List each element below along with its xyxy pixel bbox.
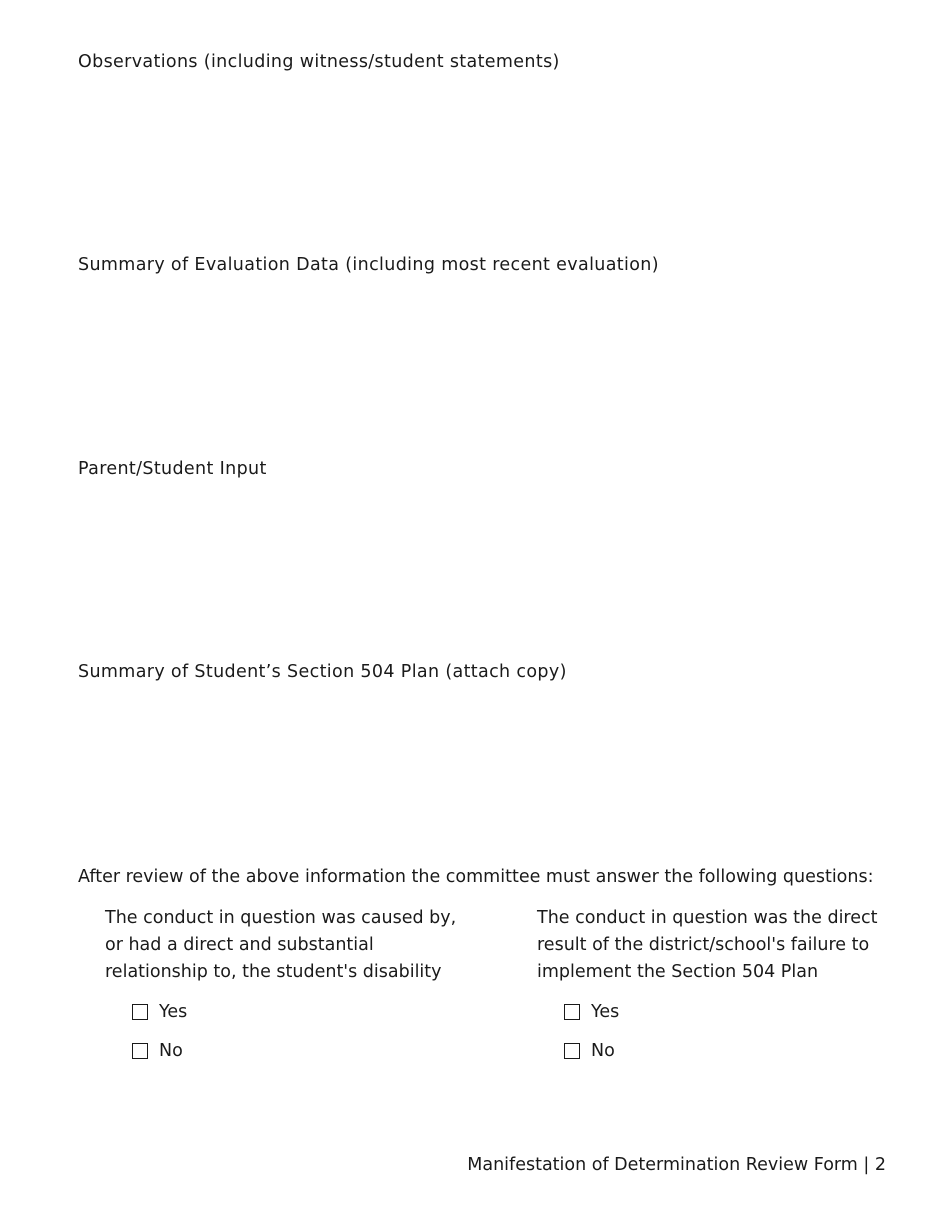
page-footer: Manifestation of Determination Review Form | 2	[467, 1155, 886, 1175]
option-no[interactable]	[132, 1040, 465, 1062]
option-yes[interactable]	[564, 1001, 897, 1023]
section-label-observations: Observations (including witness/student statements)	[78, 52, 560, 72]
option-label: Yes	[591, 1002, 620, 1022]
option-label: No	[159, 1041, 183, 1061]
checkbox-icon[interactable]	[132, 1043, 148, 1059]
option-yes[interactable]	[132, 1001, 465, 1023]
section-label-parent-input: Parent/Student Input	[78, 459, 267, 479]
section-label-504-plan-summary: Summary of Student’s Section 504 Plan (attach copy)	[78, 662, 567, 682]
question-text: The conduct in question was the direct result of the district/school's failure to implement the Section 504 Plan	[537, 908, 878, 982]
option-label: No	[591, 1041, 615, 1061]
checkbox-icon[interactable]	[564, 1043, 580, 1059]
question-text: The conduct in question was caused by, or had a direct and substantial relationship to, the student's disability	[105, 908, 457, 982]
checkbox-icon[interactable]	[132, 1004, 148, 1020]
section-label-evaluation-summary: Summary of Evaluation Data (including most recent evaluation)	[78, 255, 659, 275]
option-label: Yes	[159, 1002, 188, 1022]
option-no[interactable]	[564, 1040, 897, 1062]
checkbox-icon[interactable]	[564, 1004, 580, 1020]
question-plan-implementation-failure	[537, 905, 897, 1062]
committee-instructions: After review of the above information the committee must answer the following questions:	[78, 867, 874, 887]
question-disability-relationship	[105, 905, 465, 1062]
